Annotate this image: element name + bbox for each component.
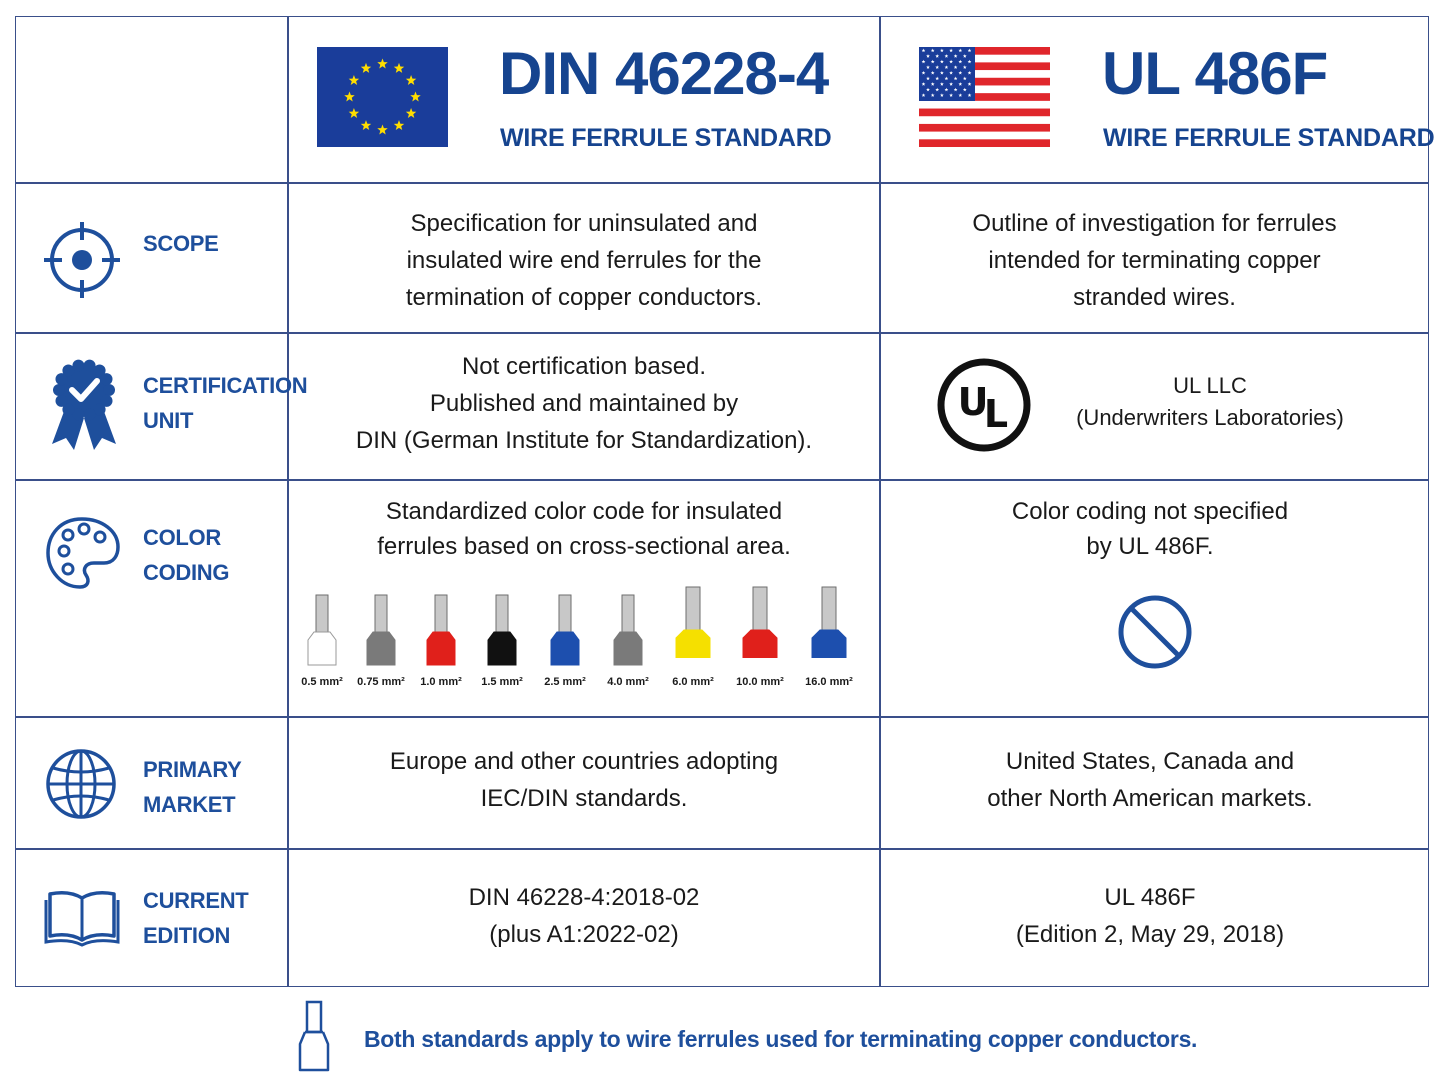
us-stripe bbox=[919, 116, 1050, 124]
ul-market bbox=[880, 743, 1420, 817]
ferrule-tube bbox=[496, 595, 508, 633]
ferrule-8 bbox=[741, 586, 779, 658]
ferrule-size-label: 10.0 mm² bbox=[736, 676, 784, 688]
ferrule-size-label: 0.5 mm² bbox=[301, 676, 343, 688]
text-line: UL 486F bbox=[1104, 884, 1196, 911]
us-stripe bbox=[919, 124, 1050, 132]
text-line: ferrules based on cross-sectional area. bbox=[377, 533, 791, 560]
text-line: (Underwriters Laboratories) bbox=[1076, 405, 1344, 430]
text-line: Not certification based. bbox=[461, 353, 707, 380]
label-line: MARKET bbox=[143, 792, 236, 817]
ferrule-tube bbox=[753, 587, 767, 631]
text-line: DIN (German Institute for Standardization). bbox=[355, 427, 813, 454]
badge-scallop bbox=[53, 384, 65, 396]
row-divider bbox=[16, 848, 1428, 850]
ferrule-tube bbox=[435, 595, 447, 633]
din-certification bbox=[288, 348, 880, 459]
ul-edition bbox=[880, 879, 1420, 953]
text-line: by UL 486F. bbox=[1086, 533, 1214, 560]
row-divider bbox=[16, 716, 1428, 718]
text-line: Specification for uninsulated and bbox=[410, 210, 758, 237]
ul-color-coding bbox=[880, 494, 1420, 564]
ferrule-size-label: 0.75 mm² bbox=[357, 676, 405, 688]
text-line: insulated wire end ferrules for the bbox=[406, 247, 762, 274]
badge-scallop bbox=[55, 395, 67, 407]
text-line: intended for terminating copper bbox=[988, 247, 1321, 274]
footer-note: Both standards apply to wire ferrules used for terminating copper conductors. bbox=[364, 1026, 1198, 1052]
current-edition-label bbox=[143, 883, 248, 953]
row-divider bbox=[16, 479, 1428, 481]
label-line: CERTIFICATION bbox=[143, 373, 308, 398]
din-title: DIN 46228-4 bbox=[499, 40, 829, 107]
row-divider bbox=[16, 182, 1428, 184]
ferrule-size-label: 1.5 mm² bbox=[481, 676, 523, 688]
text-line: (Edition 2, May 29, 2018) bbox=[1015, 921, 1285, 948]
ferrule-body bbox=[676, 630, 710, 658]
text-line: DIN 46228-4:2018-02 bbox=[468, 884, 700, 911]
ferrule-size-label: 4.0 mm² bbox=[607, 676, 649, 688]
ferrule-tube bbox=[822, 587, 836, 631]
text-line: Outline of investigation for ferrules bbox=[972, 210, 1337, 237]
ferrule-body bbox=[812, 630, 846, 658]
text-line: Europe and other countries adopting bbox=[389, 748, 779, 775]
label-line: COLOR bbox=[143, 525, 221, 550]
us-flag-icon bbox=[919, 47, 1050, 147]
ul-mark-l: L bbox=[983, 392, 1009, 436]
ferrule-icon bbox=[296, 1000, 332, 1074]
text-line: United States, Canada and bbox=[1005, 748, 1295, 775]
ul-scope bbox=[880, 205, 1429, 316]
ferrule-3 bbox=[425, 594, 457, 666]
ul-certification bbox=[1040, 370, 1380, 434]
palette-icon bbox=[44, 515, 122, 591]
ferrule-7 bbox=[674, 586, 712, 658]
ferrule-body bbox=[427, 632, 455, 665]
text-line: Standardized color code for insulated bbox=[385, 498, 783, 525]
din-edition bbox=[288, 879, 880, 953]
ferrule-body bbox=[308, 632, 336, 665]
primary-market-label bbox=[143, 752, 242, 822]
us-stripe bbox=[919, 139, 1050, 147]
text-line: UL LLC bbox=[1173, 373, 1247, 398]
din-scope bbox=[288, 205, 880, 316]
ferrule-body bbox=[367, 632, 395, 665]
ferrule-tube bbox=[686, 587, 700, 631]
ferrule-2 bbox=[365, 594, 397, 666]
ferrule-tube bbox=[375, 595, 387, 633]
text-line: other North American markets. bbox=[987, 785, 1313, 812]
prohibited-icon bbox=[1116, 595, 1194, 669]
din-subtitle: WIRE FERRULE STANDARD bbox=[500, 124, 832, 152]
din-color-coding bbox=[288, 494, 880, 564]
target-icon bbox=[44, 222, 120, 298]
label-line: CURRENT bbox=[143, 888, 249, 913]
ferrule-1 bbox=[306, 594, 338, 666]
ferrule-4 bbox=[486, 594, 518, 666]
scope-label bbox=[143, 226, 219, 261]
certification-label bbox=[143, 368, 307, 438]
label-line: UNIT bbox=[143, 408, 194, 433]
ferrule-5 bbox=[549, 594, 581, 666]
label-line: PRIMARY bbox=[143, 757, 242, 782]
badge-scallop bbox=[101, 373, 113, 385]
ferrule-size-label: 6.0 mm² bbox=[672, 676, 714, 688]
text-line: (plus A1:2022-02) bbox=[489, 921, 679, 948]
din-market bbox=[288, 743, 880, 817]
ferrule-body bbox=[743, 630, 777, 658]
ul-title: UL 486F bbox=[1102, 40, 1328, 107]
ferrule-tube bbox=[559, 595, 571, 633]
award-badge-icon bbox=[48, 356, 120, 452]
ferrule-6 bbox=[612, 594, 644, 666]
ferrule-size-label: 16.0 mm² bbox=[805, 676, 853, 688]
ul-subtitle: WIRE FERRULE STANDARD bbox=[1103, 124, 1435, 152]
us-stripe bbox=[919, 101, 1050, 109]
ferrule-size-label: 1.0 mm² bbox=[420, 676, 462, 688]
text-line: Published and maintained by bbox=[429, 390, 739, 417]
ferrule-tube bbox=[622, 595, 634, 633]
row-divider bbox=[16, 332, 1428, 334]
text-line: IEC/DIN standards. bbox=[480, 785, 688, 812]
ferrule-body bbox=[551, 632, 579, 665]
ferrule-size-label: 2.5 mm² bbox=[544, 676, 586, 688]
us-stripe bbox=[919, 109, 1050, 117]
label-line: EDITION bbox=[143, 923, 231, 948]
eu-flag-icon bbox=[317, 47, 448, 147]
ferrule-tube bbox=[316, 595, 328, 633]
ul-mark-u: U bbox=[957, 380, 989, 424]
globe-icon bbox=[44, 748, 118, 820]
ferrule-9 bbox=[810, 586, 848, 658]
text-line: termination of copper conductors. bbox=[405, 284, 763, 311]
color-coding-label bbox=[143, 520, 229, 590]
text-line: stranded wires. bbox=[1073, 284, 1236, 311]
book-icon bbox=[44, 888, 120, 948]
badge-scallop bbox=[72, 360, 84, 372]
text-line: Color coding not specified bbox=[1011, 498, 1289, 525]
label-line: SCOPE bbox=[143, 231, 219, 256]
ferrule-body bbox=[488, 632, 516, 665]
label-line: CODING bbox=[143, 560, 230, 585]
us-stripe bbox=[919, 132, 1050, 140]
badge-scallop bbox=[84, 408, 96, 420]
badge-scallop bbox=[103, 384, 115, 396]
ferrule-body bbox=[614, 632, 642, 665]
ul-logo-icon bbox=[936, 357, 1032, 453]
